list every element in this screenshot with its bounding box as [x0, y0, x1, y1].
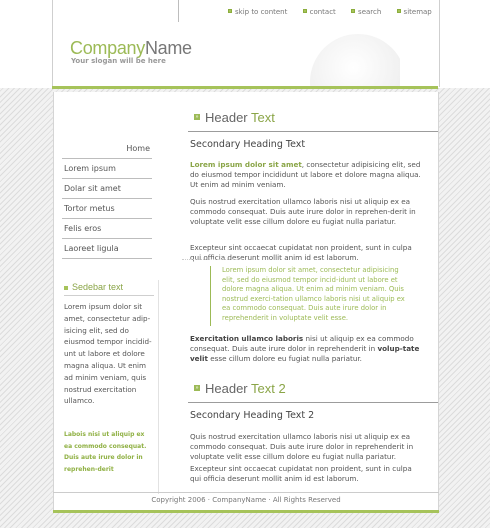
nav-search[interactable]: search	[351, 8, 381, 16]
globe-graphic	[300, 30, 400, 86]
dotted-divider	[182, 259, 242, 260]
paragraph-1: Lorem ipsum dolor sit amet, consectetur adipisicing elit, sed do eiusmod tempor incididunt ut labore et dolore magna aliqua. Ut enim ad minim veniam.	[190, 160, 421, 189]
header-divider	[178, 0, 179, 22]
sidebar-paragraph: Lorem ipsum dolor sit amet, consectetur adip-isicing elit, sed do eiusmod tempor incidid-unt ut labore et dolore magna aliqua. Ut enim ad minim veniam, quis nostrud exercitation ullamco.	[64, 302, 152, 406]
sidebar-item-laoreet-ligula[interactable]: Laoreet ligula	[62, 240, 152, 259]
footer-copyright: Copyright 2006 · CompanyName · All Rights Reserved	[151, 496, 341, 504]
sidebar-item-dolar-sit-amet[interactable]: Dolar sit amet	[62, 180, 152, 199]
header-accent-strip	[52, 86, 438, 89]
bullet-icon	[397, 9, 401, 13]
blockquote: Lorem ipsum dolor sit amet, consectetur adipisicing elit, sed do eiusmod tempor incid-idunt ut labore et dolore magna aliqua. Ut enim ad minim veniam. Quis nostrud exerci-tation ullamco laboris nisi ut aliquip ex ea commodo consequat. Duis aute irure dolor in reprehenderit in voluptate velit esse.	[222, 266, 405, 322]
secondary-heading-2: Secondary Heading Text 2	[190, 410, 315, 421]
nav-skip-to-content[interactable]: skip to content	[228, 8, 287, 16]
quote-bar	[210, 266, 211, 326]
sidebar-item-lorem-ipsum[interactable]: Lorem ipsum	[62, 160, 152, 179]
sidebar-item-home[interactable]: Home	[62, 140, 152, 159]
bullet-icon	[303, 9, 307, 13]
footer-divider	[53, 492, 439, 493]
company-logo[interactable]: CompanyName	[70, 38, 192, 58]
sidebar-nav	[62, 140, 152, 260]
paragraph-2: Quis nostrud exercitation ullamco laboris nisi ut aliquip ex ea commodo consequat. Duis aute irure dolor in reprehen-derit in voluptate velit esse cillum dolore eu fugiat nulla pariatur.	[190, 197, 416, 226]
bullet-icon	[351, 9, 355, 13]
footer-accent-strip	[53, 510, 439, 513]
header-text-1: » Header Text	[195, 110, 275, 125]
sidebar-divider	[64, 295, 154, 296]
arrow-icon: »	[195, 384, 199, 391]
paragraph-6: Excepteur sint occaecat cupidatat non proident, sunt in culpa qui officia deserunt mollit anim id est laborum.	[190, 464, 412, 483]
header-text-2: » Header Text 2	[195, 381, 286, 396]
secondary-heading-1: Secondary Heading Text	[190, 139, 306, 150]
nav-contact[interactable]: contact	[303, 8, 336, 16]
bullet-icon	[228, 9, 232, 13]
sidebar-item-tortor-metus[interactable]: Tortor metus	[62, 200, 152, 219]
sidebar-highlight: Labois nisi ut aliquip ex ea commodo consequat. Duis aute irure dolor in reprehen-derit	[64, 431, 147, 473]
top-nav	[228, 8, 432, 16]
bullet-icon	[64, 286, 68, 290]
paragraph-5: Quis nostrud exercitation ullamco laboris nisi ut aliquip ex ea commodo consequat. Duis aute irure dolor in reprehenderit in voluptate velit esse cillum dolore eu fugiat nulla pariatur.	[190, 432, 414, 461]
paragraph-4: Exercitation ullamco laboris nisi ut aliquip ex ea commodo consequat. Duis aute irure dolor in reprehenderit in volup-tate velit esse cillum dolore eu fugiat nulla pariatur.	[190, 334, 420, 363]
arrow-icon: »	[195, 113, 199, 120]
nav-sitemap[interactable]: sitemap	[397, 8, 432, 16]
header-rule	[188, 131, 438, 132]
sidebar-item-felis-eros[interactable]: Felis eros	[62, 220, 152, 239]
header-rule-2	[188, 402, 438, 403]
sidebar-title: Sedebar text	[64, 282, 123, 292]
paragraph-3: Excepteur sint occaecat cupidatat non proident, sunt in culpa qui officia deserunt mollit anim id est laborum.	[190, 243, 412, 262]
slogan: Your slogan will be here	[71, 57, 166, 65]
